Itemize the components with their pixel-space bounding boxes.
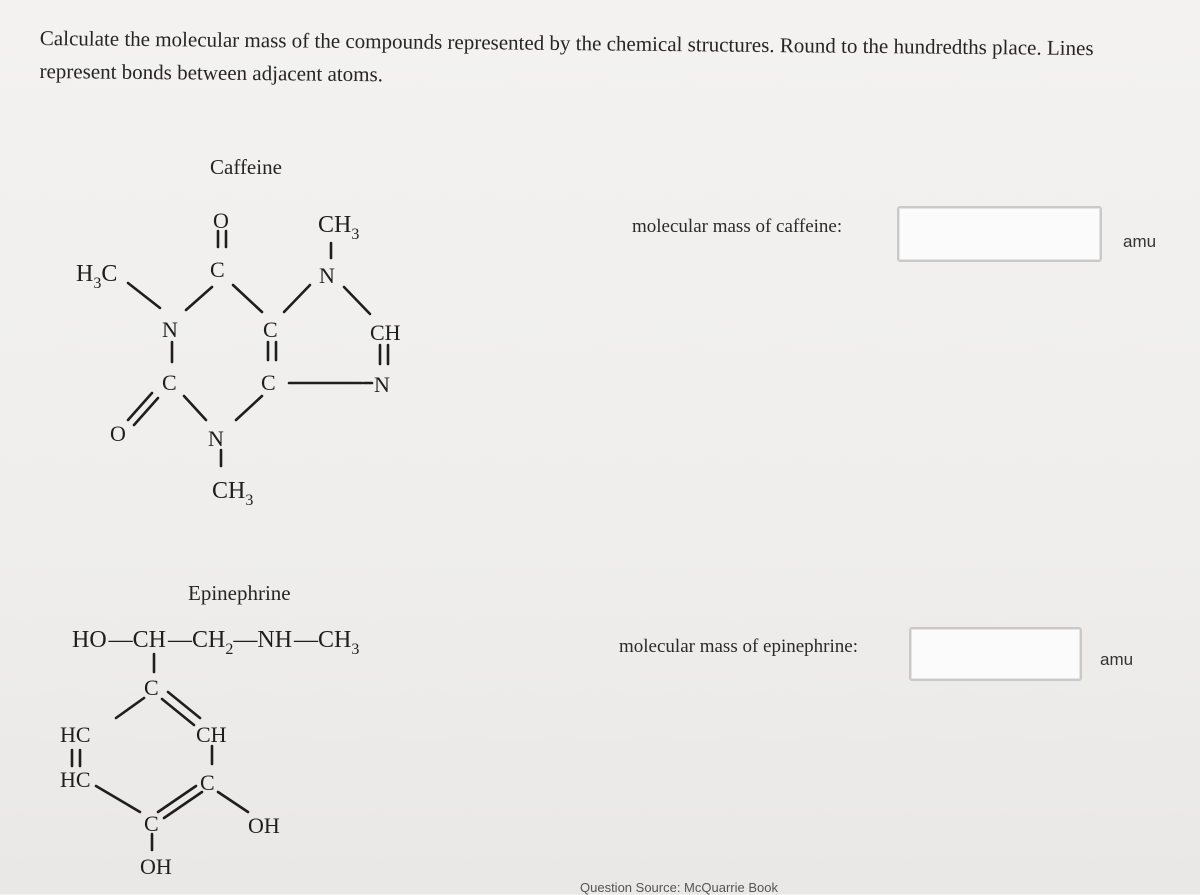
atom-ch3-top: $CH_3$ xyxy=(318,212,360,243)
atom-oh-bottom: OH xyxy=(140,854,172,879)
bond xyxy=(116,698,144,718)
epinephrine-chain-left: $HO—CH—CH_2—NH—CH_3$ xyxy=(72,627,360,658)
atom-c-low: C xyxy=(261,370,276,395)
bond xyxy=(96,786,140,812)
atom-c-left: C xyxy=(162,370,177,395)
atom-c-carbonyl: C xyxy=(210,257,225,282)
atom-ch: CH xyxy=(370,320,401,345)
atom-n-top: N xyxy=(319,263,335,288)
atom-o-top: O xyxy=(213,208,229,233)
atom-n-bottom: N xyxy=(208,426,224,451)
bond xyxy=(162,699,194,725)
bond xyxy=(168,692,200,718)
atom-hc-upper: HC xyxy=(60,722,91,747)
atom-oh-right: OH xyxy=(248,813,280,838)
atom-c-top: C xyxy=(144,675,159,700)
atom-c-right: C xyxy=(200,770,215,795)
instructions-text: Calculate the molecular mass of the compounds represented by the chemical structures. Round to the hundredths place. Lines represent bonds between adjacent atoms. xyxy=(39,25,1094,86)
atom-h3c: $H_3C$ xyxy=(76,261,118,292)
atom-c-mid: C xyxy=(263,317,278,342)
atom-ch3-bottom: $CH_3$ xyxy=(212,478,254,509)
atom-o-left: O xyxy=(110,421,126,446)
atom-ch-right: CH xyxy=(196,722,227,747)
atom-c-bottom: C xyxy=(144,811,159,836)
epinephrine-unit: amu xyxy=(1100,650,1134,669)
atom-n1: N xyxy=(162,317,178,342)
caffeine-question-label: molecular mass of caffeine: xyxy=(632,216,843,237)
atom-n-right: N xyxy=(374,372,390,397)
caffeine-title: Caffeine xyxy=(210,155,282,179)
caffeine-unit: amu xyxy=(1123,232,1157,251)
bond xyxy=(218,792,248,812)
epinephrine-title: Epinephrine xyxy=(188,581,291,605)
epinephrine-question-label: molecular mass of epinephrine: xyxy=(619,636,859,657)
question-source: Question Source: McQuarrie Book xyxy=(580,880,778,895)
atom-hc-lower: HC xyxy=(60,767,91,792)
